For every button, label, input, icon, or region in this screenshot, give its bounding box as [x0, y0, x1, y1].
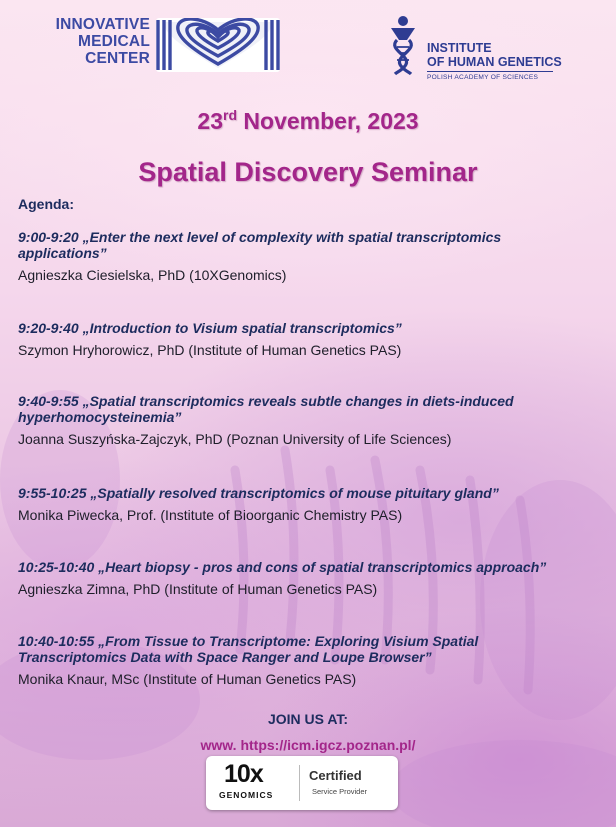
10x-genomics-text: GENOMICS — [219, 790, 274, 800]
ihg-logo-divider — [427, 71, 553, 72]
join-us-label: JOIN US AT: — [267, 711, 349, 727]
talk-title-line-1: 10:25-10:40 „Heart biopsy - pros and cons of spatial transcriptomics approach” — [18, 559, 547, 575]
10x-logo-number: 10 — [224, 760, 250, 788]
concentric-heart-icon — [156, 18, 280, 72]
talk-title-line-1: 9:55-10:25 „Spatially resolved transcriptomics of mouse pituitary gland” — [18, 485, 499, 501]
agenda-item-6 — [18, 633, 598, 687]
agenda-item-4 — [18, 485, 598, 523]
talk-title-line-2: Transcriptomics Data with Space Ranger and Loupe Browser” — [18, 649, 432, 665]
imc-logo-line-3: CENTER — [85, 50, 150, 67]
talk-title — [18, 320, 598, 336]
talk-title-line-2: applications” — [18, 245, 107, 261]
talk-speaker: Monika Knaur, MSc (Institute of Human Genetics PAS) — [18, 671, 357, 687]
event-title: Spatial Discovery Seminar — [138, 157, 478, 187]
talk-title-line-2: hyperhomocysteinemia” — [18, 409, 182, 425]
agenda-item-5 — [18, 559, 598, 597]
talk-speaker: Joanna Suszyńska-Zajczyk, PhD (Poznan University of Life Sciences) — [18, 431, 452, 447]
10x-logo-text — [224, 760, 263, 789]
talk-speaker: Monika Piwecka, Prof. (Institute of Bioorganic Chemistry PAS) — [18, 507, 403, 523]
ihg-logo-line-2: OF HUMAN GENETICS — [427, 55, 562, 69]
date-rest: November, 2023 — [237, 108, 419, 134]
talk-title — [18, 485, 598, 501]
10x-logo-x: x — [249, 760, 263, 788]
badge-service-provider-text: Service Provider — [312, 787, 368, 796]
talk-title-line-1: 9:00-9:20 „Enter the next level of complexity with spatial transcriptomics — [18, 229, 502, 245]
badge-certified-text: Certified — [309, 768, 362, 783]
imc-logo-line-1: INNOVATIVE — [55, 16, 150, 33]
talk-speaker: Agnieszka Zimna, PhD (Institute of Human Genetics PAS) — [18, 581, 378, 597]
talk-title — [18, 393, 598, 425]
ihg-logo-line-1: INSTITUTE — [427, 41, 492, 55]
talk-speaker: Szymon Hryhorowicz, PhD (Institute of Human Genetics PAS) — [18, 342, 402, 358]
agenda-item-3 — [18, 393, 598, 447]
10x-certified-badge — [206, 756, 398, 810]
talk-title-line-1: 9:40-9:55 „Spatial transcriptomics reveals subtle changes in diets-induced — [18, 393, 514, 409]
talk-title-line-1: 9:20-9:40 „Introduction to Visium spatial transcriptomics” — [18, 320, 402, 336]
event-date — [0, 108, 616, 135]
agenda-item-1 — [18, 229, 598, 283]
talk-title — [18, 559, 598, 575]
talk-speaker: Agnieszka Ciesielska, PhD (10XGenomics) — [18, 267, 287, 283]
ihg-logo-subtitle: POLISH ACADEMY OF SCIENCES — [427, 74, 539, 81]
talk-title-line-1: 10:40-10:55 „From Tissue to Transcriptome: Exploring Visium Spatial — [18, 633, 479, 649]
talk-title — [18, 229, 598, 261]
date-suffix: rd — [223, 107, 238, 123]
imc-logo-line-2: MEDICAL — [77, 33, 150, 50]
ihg-logo — [383, 14, 583, 81]
agenda-label: Agenda: — [18, 196, 74, 212]
agenda-item-2 — [18, 320, 598, 358]
dna-figure-icon — [383, 14, 423, 76]
event-url-link[interactable]: www. https://icm.igcz.poznan.pl/ — [200, 737, 416, 753]
date-day: 23 — [197, 108, 224, 134]
imc-logo-text — [38, 16, 150, 67]
talk-title — [18, 633, 598, 665]
imc-logo — [38, 16, 283, 74]
badge-divider — [299, 765, 300, 801]
